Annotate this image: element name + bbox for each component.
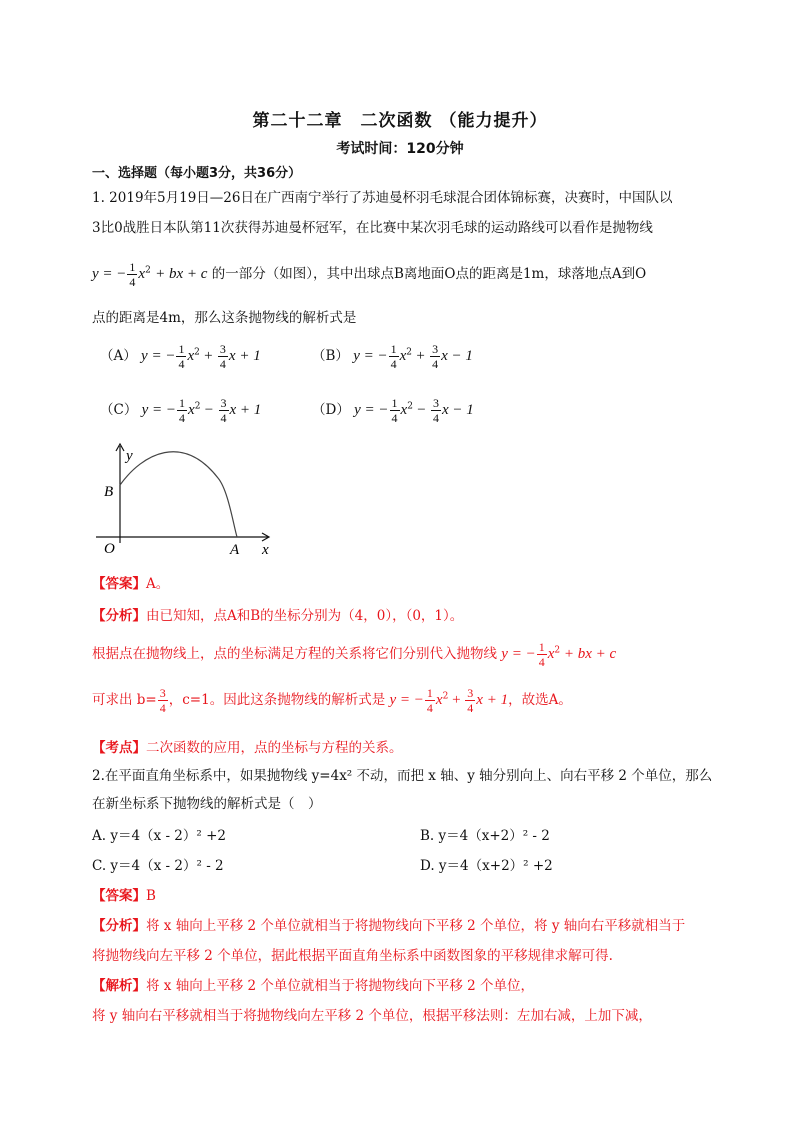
page-title: 第二十二章 二次函数 （能力提升） xyxy=(252,111,548,131)
q1-analysis: 【分析】由已知知，点A和B的坐标分别为（4，0），（0，1）。 xyxy=(92,608,464,624)
q1-eq-y: y = − xyxy=(92,266,127,282)
label-y: y xyxy=(126,448,133,464)
q2-option-d: D. y＝4（x+2）² +2 xyxy=(420,858,553,874)
label-b: B xyxy=(104,484,114,500)
q1-option-d: （D） y = − $\frac{1}{4}$ $x^2$ − $\frac{3}{4}$ x − 1 xyxy=(312,396,474,425)
q1-answer: 【答案】A。 xyxy=(92,576,170,592)
q1-line4: 点的距离是4m，那么这条抛物线的解析式是 xyxy=(92,310,357,326)
q1-line2: 3比0战胜日本队第11次获得苏迪曼杯冠军，在比赛中某次羽毛球的运动路线可以看作是抛物线 xyxy=(92,220,653,236)
q2-option-c: C. y＝4（x - 2）² - 2 xyxy=(92,858,224,874)
label-a: A xyxy=(230,542,240,558)
q2-solution: 【解析】将 x 轴向上平移 2 个单位就相当于将抛物线向下平移 2 个单位， xyxy=(92,978,535,994)
q1-option-a: （A） y = − $\frac{1}{4}$ $x^2$ + $\frac{3}{4}$ x + 1 xyxy=(100,342,261,371)
label-o: O xyxy=(104,541,115,557)
q2-line1: 2.在平面直角坐标系中，如果抛物线 y=4x² 不动，而把 x 轴、y 轴分别向上、向右平移 2 个单位，那么 xyxy=(92,768,713,784)
q2-option-a: A. y＝4（x - 2）² +2 xyxy=(92,828,226,844)
q1-analysis-3: 可求出 b= $\frac{3}{4}$ ，c=1。因此这条抛物线的解析式是 y = − $\frac{1}{4}$ $x^2$ + $\frac{3}{4}$ x + 1，故选A。 xyxy=(92,686,572,715)
q2-option-b: B. y＝4（x+2）² - 2 xyxy=(420,828,550,844)
q2-analysis: 【分析】将 x 轴向上平移 2 个单位就相当于将抛物线向下平移 2 个单位，将 y 轴向右平移就相当于 xyxy=(92,918,686,934)
q2-line2: 在新坐标系下抛物线的解析式是（ ） xyxy=(92,796,322,812)
q1-key-point: 【考点】二次函数的应用，点的坐标与方程的关系。 xyxy=(92,740,403,756)
q2-solution-2: 将 y 轴向右平移就相当于将抛物线向左平移 2 个单位，根据平移法则：左加右减，上加下减， xyxy=(92,1008,652,1024)
section-heading: 一、选择题（每小题3分，共36分） xyxy=(92,166,302,181)
q1-line1: 1. 2019年5月19日—26日在广西南宁举行了苏迪曼杯羽毛球混合团体锦标赛，决赛时，中国队以 xyxy=(92,190,673,206)
q2-answer: 【答案】B xyxy=(92,888,156,904)
q1-option-c: （C） y = − $\frac{1}{4}$ $x^2$ − $\frac{3}{4}$ x + 1 xyxy=(100,396,262,425)
q1-eq-frac: $\frac{1}{4}$ xyxy=(129,260,136,289)
q1-line3-text: 的一部分（如图），其中出球点B离地面O点的距离是1m，球落地点A到O xyxy=(211,266,647,282)
q1-option-b: （B） y = − $\frac{1}{4}$ $x^2$ + $\frac{3}{4}$ x − 1 xyxy=(312,342,473,371)
exam-time: 考试时间：120分钟 xyxy=(336,141,464,157)
trajectory-figure xyxy=(88,438,288,568)
q1-analysis-2: 根据点在抛物线上，点的坐标满足方程的关系将它们分别代入抛物线 y = − $\frac{1}{4}$ $x^2$ + bx + c xyxy=(92,640,617,669)
parabola-curve xyxy=(120,452,237,537)
q2-analysis-2: 将抛物线向左平移 2 个单位，据此根据平面直角坐标系中函数图象的平移规律求解可得. xyxy=(92,948,613,964)
q1-line3: y = − $\frac{1}{4}$ $x^2$ + bx + c 的一部分（如图），其中出球点B离地面O点的距离是1m，球落地点A到O xyxy=(92,260,647,289)
label-x: x xyxy=(262,542,269,558)
q1-eq-rest: + bx + c xyxy=(155,266,208,282)
